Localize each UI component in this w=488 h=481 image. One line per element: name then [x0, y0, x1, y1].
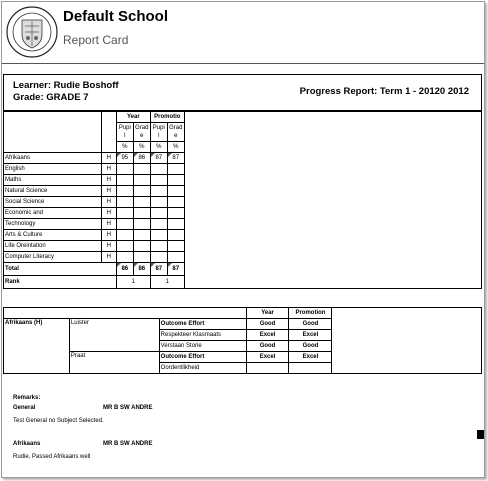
subject-level: H: [101, 197, 116, 208]
promotion-grade-mark: [167, 197, 184, 208]
promotion-pupil-mark: 87: [150, 153, 167, 164]
rank-label: Rank: [4, 276, 117, 289]
year-pupil-mark: [116, 241, 133, 252]
subject-name: Social Science: [4, 197, 102, 208]
promotion-pupil-mark: [150, 252, 167, 263]
effort-promotion-value: Excel: [289, 330, 332, 341]
remark-label-line: [13, 440, 152, 449]
subject-level: H: [101, 153, 116, 164]
year-grade-mark: [133, 208, 150, 219]
total-promotion-grade: 87: [167, 263, 184, 276]
year-pupil-mark: [116, 230, 133, 241]
year-grade-mark: [133, 219, 150, 230]
promotion-pupil-mark: [150, 219, 167, 230]
promotion-grade-mark: [167, 164, 184, 175]
effort-criterion: Oordentlikheid: [159, 363, 246, 374]
subject-name: Arts & Culture: [4, 230, 102, 241]
subject-level: H: [101, 241, 116, 252]
subject-level: H: [101, 186, 116, 197]
sub-header: Pupi l: [150, 123, 167, 142]
effort-criterion: Outcome Effort: [159, 319, 246, 330]
remark-label: General: [13, 405, 36, 411]
year-grade-mark: [133, 230, 150, 241]
effort-table: [3, 307, 482, 374]
remark-text: Test General no Subject Selected.: [13, 418, 104, 424]
subject-level: H: [101, 252, 116, 263]
pct-cell: %: [116, 142, 133, 153]
promotion-grade-mark: [167, 219, 184, 230]
school-crest-logo: [6, 6, 58, 58]
effort-section: [3, 307, 482, 374]
remark-teacher: MR B SW ANDRE: [103, 441, 153, 447]
year-pupil-mark: [116, 175, 133, 186]
remark-label-line: [13, 404, 152, 413]
remark-label: Afrikaans: [13, 441, 41, 447]
subject-name: Economic and: [4, 208, 102, 219]
year-grade-mark: [133, 186, 150, 197]
subject-level: H: [101, 230, 116, 241]
effort-header-row: [4, 308, 482, 319]
learner-grade: Grade: GRADE 7: [13, 92, 89, 103]
remark-teacher: MR B SW ANDRE: [103, 405, 153, 411]
filler-cell: [184, 112, 481, 289]
effort-group: Luister: [69, 319, 159, 352]
year-grade-mark: [133, 164, 150, 175]
year-pupil-mark: [116, 208, 133, 219]
header-divider: [2, 63, 484, 64]
promotion-pupil-mark: [150, 186, 167, 197]
year-pupil-mark: 95: [116, 153, 133, 164]
subject-name: Afrikaans: [4, 153, 102, 164]
effort-criterion: Outcome Effort: [159, 352, 246, 363]
effort-promotion-value: [289, 363, 332, 374]
effort-promotion-value: Good: [289, 319, 332, 330]
learner-name: Learner: Rudie Boshoff: [13, 80, 119, 91]
sub-header: Pupi l: [116, 123, 133, 142]
promotion-grade-mark: [167, 186, 184, 197]
effort-year-value: Good: [246, 341, 289, 352]
subject-level: H: [101, 164, 116, 175]
promotion-grade-mark: [167, 252, 184, 263]
subject-name: Technology: [4, 219, 102, 230]
year-pupil-mark: [116, 252, 133, 263]
effort-header-blank: [4, 308, 247, 319]
grades-section: [3, 111, 482, 289]
effort-criterion: Respekteer Klasmaats: [159, 330, 246, 341]
year-pupil-mark: [116, 197, 133, 208]
year-grade-mark: [133, 175, 150, 186]
document-title: Report Card: [63, 33, 129, 47]
effort-promotion-value: Excel: [289, 352, 332, 363]
rank-year: 1: [116, 276, 150, 289]
rank-promotion: 1: [150, 276, 184, 289]
total-year-grade: 86: [133, 263, 150, 276]
promotion-grade-mark: [167, 175, 184, 186]
effort-filler: [332, 308, 482, 374]
effort-criterion: Verstaan Storie: [159, 341, 246, 352]
year-grade-mark: [133, 241, 150, 252]
year-pupil-mark: [116, 219, 133, 230]
sub-header: Grad e: [167, 123, 184, 142]
grades-header-row: [4, 112, 482, 123]
subject-name: Natural Science: [4, 186, 102, 197]
effort-promotion-header: Promotion: [289, 308, 332, 319]
effort-group: Praat: [69, 352, 159, 374]
progress-report-title: Progress Report: Term 1 - 20120 2012: [299, 86, 469, 97]
subject-name: Maths: [4, 175, 102, 186]
pct-cell: %: [133, 142, 150, 153]
header-blank: [4, 112, 102, 153]
header-blank: [101, 112, 116, 153]
subject-name: English: [4, 164, 102, 175]
remark-text: Rudie, Passed Afrikaans well: [13, 454, 91, 460]
total-label: Total: [4, 263, 117, 276]
learner-info: [13, 80, 119, 104]
pct-cell: %: [150, 142, 167, 153]
total-year-pupil: 86: [116, 263, 133, 276]
subject-name: Life Oreintation: [4, 241, 102, 252]
effort-year-value: [246, 363, 289, 374]
grades-table: [3, 111, 482, 289]
promotion-pupil-mark: [150, 164, 167, 175]
promotion-pupil-mark: [150, 241, 167, 252]
school-name: Default School: [63, 8, 169, 25]
promotion-header: Promotio: [150, 112, 184, 123]
year-grade-mark: 86: [133, 153, 150, 164]
year-pupil-mark: [116, 164, 133, 175]
effort-subject: Afrikaans (H): [4, 319, 70, 374]
effort-year-header: Year: [246, 308, 289, 319]
effort-promotion-value: Good: [289, 341, 332, 352]
page-marker: [477, 430, 484, 439]
remarks-heading: Remarks:: [13, 395, 41, 401]
remarks-section: [13, 394, 152, 462]
promotion-pupil-mark: [150, 230, 167, 241]
year-grade-mark: [133, 252, 150, 263]
total-promotion-pupil: 87: [150, 263, 167, 276]
subject-level: H: [101, 175, 116, 186]
promotion-grade-mark: [167, 208, 184, 219]
promotion-grade-mark: 87: [167, 153, 184, 164]
subject-level: H: [101, 219, 116, 230]
sub-header: Grad e: [133, 123, 150, 142]
subject-name: Computer Literacy: [4, 252, 102, 263]
year-header: Year: [116, 112, 150, 123]
promotion-pupil-mark: [150, 208, 167, 219]
effort-year-value: Excel: [246, 352, 289, 363]
report-card-page: [1, 1, 485, 478]
effort-year-value: Good: [246, 319, 289, 330]
effort-year-value: Excel: [246, 330, 289, 341]
year-grade-mark: [133, 197, 150, 208]
promotion-grade-mark: [167, 241, 184, 252]
promotion-pupil-mark: [150, 175, 167, 186]
promotion-pupil-mark: [150, 197, 167, 208]
subject-level: H: [101, 208, 116, 219]
year-pupil-mark: [116, 186, 133, 197]
pct-cell: %: [167, 142, 184, 153]
promotion-grade-mark: [167, 230, 184, 241]
